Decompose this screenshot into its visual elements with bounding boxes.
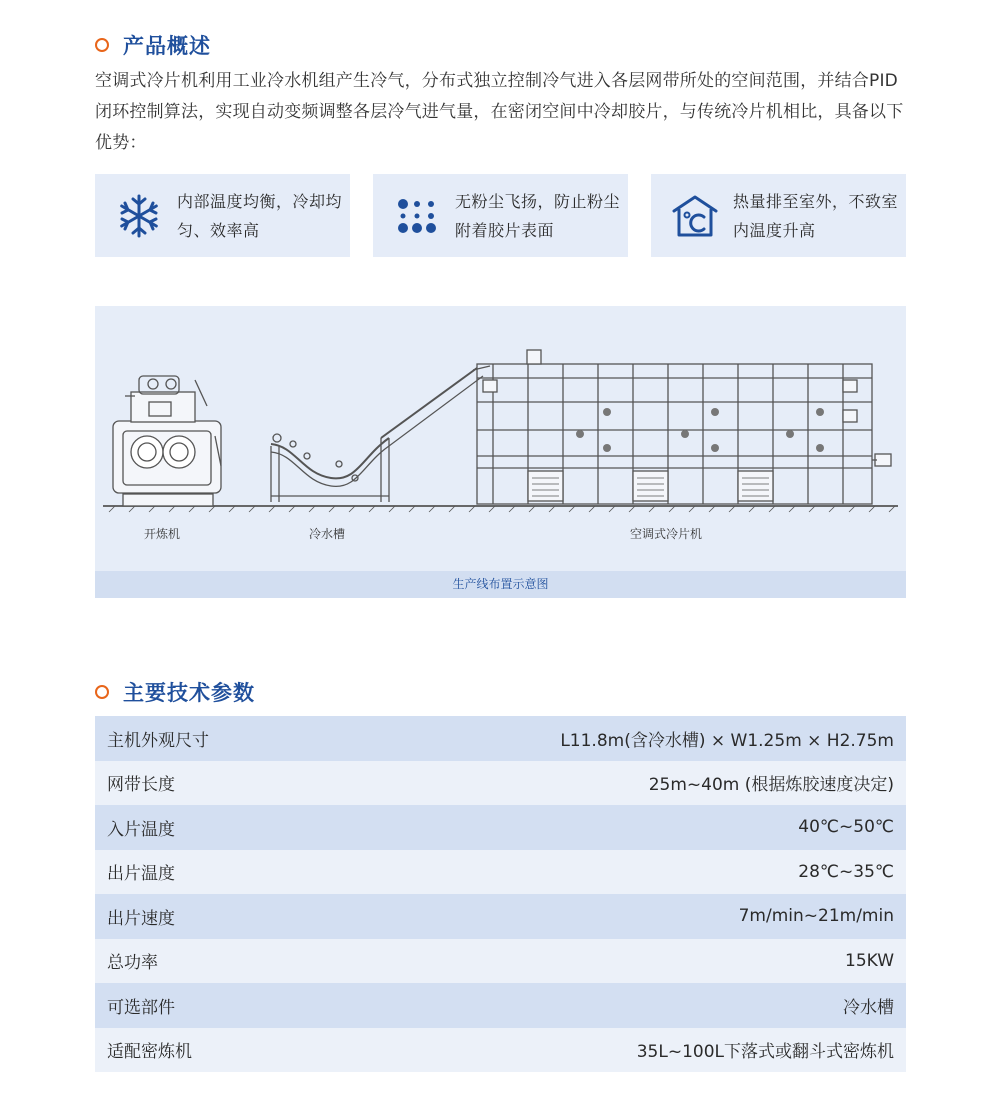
circle-bullet-icon bbox=[95, 38, 109, 52]
table-row bbox=[95, 939, 906, 984]
table-row bbox=[95, 761, 906, 806]
feature-card-dust bbox=[373, 174, 628, 257]
feature-list bbox=[95, 174, 906, 257]
production-line-diagram bbox=[95, 306, 906, 598]
label-mill: 开炼机 bbox=[144, 527, 181, 541]
table-row bbox=[95, 983, 906, 1028]
spec-name: 出片速度 bbox=[107, 908, 175, 929]
spec-table bbox=[95, 716, 906, 1072]
snowflake-icon bbox=[111, 188, 167, 244]
circle-bullet-icon bbox=[95, 685, 109, 699]
spec-value: 40℃~50℃ bbox=[798, 817, 894, 838]
table-row bbox=[95, 805, 906, 850]
feature-card-temperature bbox=[95, 174, 350, 257]
house-celsius-icon bbox=[667, 188, 723, 244]
feature-text: 无粉尘飞扬，防止粉尘附着胶片表面 bbox=[455, 191, 621, 240]
spec-value: 冷水槽 bbox=[843, 997, 894, 1018]
spec-value: 7m/min~21m/min bbox=[738, 906, 894, 927]
spec-value: L11.8m(含冷水槽) × W1.25m × H2.75m bbox=[560, 730, 894, 751]
diagram-caption: 生产线布置示意图 bbox=[95, 571, 906, 598]
table-row bbox=[95, 894, 906, 939]
label-tank: 冷水槽 bbox=[309, 527, 346, 541]
overview-intro: 空调式冷片机利用工业冷水机组产生冷气，分布式独立控制冷气进入各层网带所处的空间范围，并结合PID闭环控制算法，实现自动变频调整各层冷气进气量，在密闭空间中冷却胶片，与传统冷片机相比，具备以下优势： bbox=[95, 71, 904, 153]
spec-name: 可选部件 bbox=[107, 997, 175, 1018]
spec-value: 35L~100L下落式或翻斗式密炼机 bbox=[636, 1042, 894, 1063]
dots-icon bbox=[389, 188, 445, 244]
spec-name: 主机外观尺寸 bbox=[107, 730, 209, 751]
spec-value: 15KW bbox=[845, 950, 894, 971]
specs-heading bbox=[95, 677, 255, 707]
spec-value: 25m~40m (根据炼胶速度决定) bbox=[648, 775, 894, 796]
overview-heading bbox=[95, 30, 211, 60]
specs-title: 主要技术参数 bbox=[123, 681, 255, 705]
table-row bbox=[95, 850, 906, 895]
feature-text: 内部温度均衡，冷却均匀、效率高 bbox=[177, 191, 343, 240]
diagram-illustration bbox=[95, 306, 906, 571]
feature-card-heat bbox=[651, 174, 906, 257]
table-row bbox=[95, 716, 906, 761]
spec-name: 适配密炼机 bbox=[107, 1042, 192, 1063]
label-cooler: 空调式冷片机 bbox=[630, 527, 703, 541]
spec-name: 入片温度 bbox=[107, 819, 175, 840]
spec-name: 出片温度 bbox=[107, 864, 175, 885]
spec-name: 总功率 bbox=[107, 953, 158, 974]
overview-title: 产品概述 bbox=[123, 34, 211, 58]
spec-value: 28℃~35℃ bbox=[798, 861, 894, 882]
spec-name: 网带长度 bbox=[107, 775, 175, 796]
feature-text: 热量排至室外，不致室内温度升高 bbox=[733, 191, 899, 240]
table-row bbox=[95, 1028, 906, 1073]
